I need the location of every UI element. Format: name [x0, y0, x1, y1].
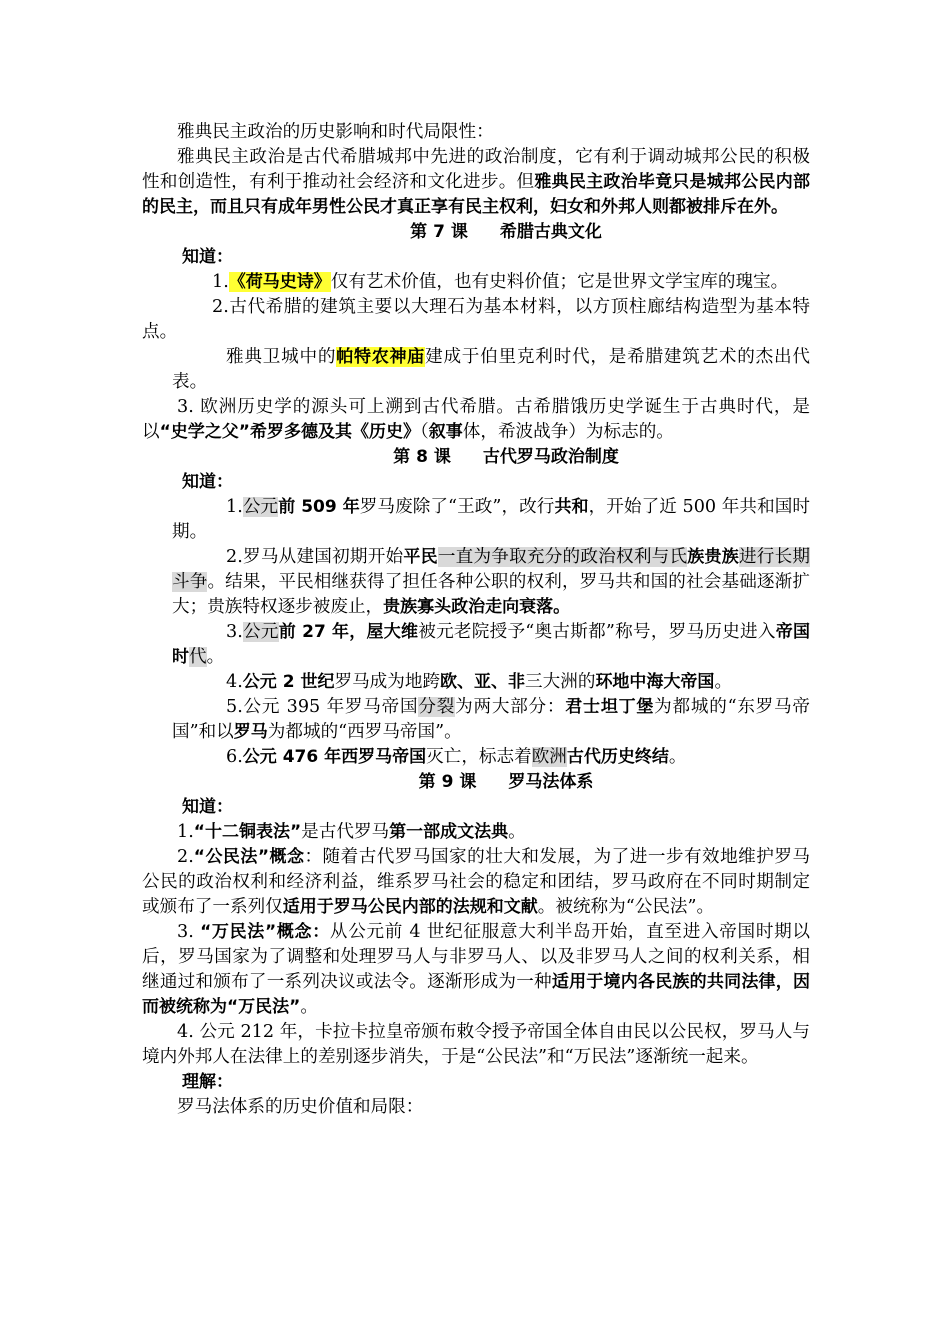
athens-paragraph — [142, 145, 810, 220]
shaded-run: 分裂 — [418, 697, 456, 717]
text-run: 3. — [177, 922, 201, 942]
lesson7-know-label: 知道： — [182, 247, 233, 267]
shaded-run: 进行长期斗争 — [172, 547, 810, 592]
bold-run: 共和 — [554, 497, 589, 517]
lesson9-item-2 — [142, 845, 810, 920]
text-run: 建成于伯里克利时代，是希腊建筑艺术的杰出代表。 — [172, 347, 810, 392]
athens-intro: 雅典民主政治的历史影响和时代局限性： — [177, 122, 494, 142]
text-run: 6. — [226, 747, 243, 767]
bold-run: 叙事 — [428, 422, 463, 442]
shaded-run: 一直为争取充分的政治权利与氏 — [437, 547, 688, 567]
text-run: 仅有艺术价值，也有史料价值；它是世界文学宝库的瑰宝。 — [330, 272, 789, 292]
text-run: 体，希波战争）为标志的。 — [462, 422, 674, 442]
bold-run: 前 27 年，屋大维 — [278, 622, 419, 642]
bold-run: 族贵族 — [687, 547, 739, 567]
bold-run: “万民法”概念： — [200, 922, 330, 942]
bold-run: 公元 476 年西罗马帝国 — [242, 747, 427, 767]
bold-run: 雅典民主政治毕竟只是城邦公民内部的民主，而且只有成年男性公民才真正享有民主权利，妇女和外邦人则都被排斥在外。 — [142, 172, 810, 217]
text-run: 为都城的“西罗马帝国”。 — [267, 722, 462, 742]
text-run: 5.公元 395 年罗马帝国 — [226, 697, 419, 717]
lesson7-item-2b — [142, 345, 810, 395]
bold-run: “十二铜表法” — [193, 822, 302, 842]
bold-run: 第一部成文法典 — [389, 822, 509, 842]
lesson8-item-1 — [142, 495, 810, 545]
lesson-title: 古代罗马政治制度 — [482, 447, 619, 467]
lesson9-item-4: 4. 公元 212 年，卡拉卡拉皇帝颁布敕令授予帝国全体自由民以公民权，罗马人与境内外邦人在法律上的差别逐步消失，于是“公民法”和“万民法”逐渐统一起来。 — [142, 1022, 810, 1067]
lesson-number: 第 7 课 — [410, 222, 468, 242]
lesson-title: 罗马法体系 — [508, 772, 594, 792]
text-run: ，开始了近 500 年共和国时期。 — [172, 497, 810, 542]
text-run: 三大洲的 — [525, 672, 596, 692]
bold-run: 君士坦丁堡 — [565, 697, 655, 717]
lesson9-last-line: 罗马法体系的历史价值和局限： — [177, 1097, 424, 1117]
text-run: 1. — [212, 272, 229, 292]
lesson9-know-label: 知道： — [182, 797, 233, 817]
text-run: （ — [419, 422, 429, 442]
shaded-run: 代 — [189, 647, 207, 667]
text-run: 1. — [177, 822, 194, 842]
lesson-number: 第 9 课 — [418, 772, 477, 792]
text-run: 3. 欧洲历史学的源头可上溯到古代希腊。古希腊饿历史学诞生于古典时代，是以 — [142, 397, 810, 442]
text-run: 。 — [508, 822, 526, 842]
text-run: 罗马废除了“王政”，改行 — [359, 497, 555, 517]
bold-run: 环地中海大帝国 — [595, 672, 715, 692]
lesson9-understand-label: 理解： — [182, 1072, 233, 1092]
lesson7-heading — [142, 220, 810, 245]
text-run: 。 — [714, 672, 733, 692]
shaded-run: 公元 — [242, 497, 279, 517]
bold-run: 公元 2 世纪 — [242, 672, 335, 692]
lesson7-item-1 — [142, 270, 810, 295]
text-run: 雅典卫城中的 — [226, 347, 337, 367]
text-run: 2.罗马从建国初期开始 — [226, 547, 404, 567]
bold-run: “公民法”概念 — [193, 847, 305, 867]
bold-run: 平民 — [403, 547, 438, 567]
text-run: 。 — [668, 747, 687, 767]
text-run: 是古代罗马 — [301, 822, 390, 842]
lesson8-heading — [142, 445, 810, 470]
text-run: 1. — [226, 497, 243, 517]
highlight-run: 帕特农神庙 — [336, 347, 426, 367]
text-run: 。 — [300, 997, 318, 1017]
text-run: ：随着古代罗马国家的壮大和发展，为了进一步有效地维护罗马公民的政治权利和经济利益，维系罗马社会的稳定和团结，罗马政府在不同时期制定或颁布了一系列仅 — [142, 847, 810, 917]
bold-run: 适用于境内各民族的共同法律，因而被统称为“万民法” — [142, 972, 810, 1017]
lesson8-item-5 — [142, 695, 810, 745]
lesson8-item-2 — [142, 545, 810, 620]
text-run: 。结果，平民相继获得了担任各种公职的权利，罗马共和国的社会基础逐渐扩大；贵族特权逐步被废止， — [172, 572, 810, 617]
text-run: 。 — [206, 647, 225, 667]
bold-run: 贵族寡头政治走向衰落。 — [383, 597, 571, 617]
text-run: 被元老院授予“奥古斯都”称号，罗马历史进入 — [418, 622, 776, 642]
shaded-run: 公元 — [242, 622, 279, 642]
lesson9-item-3 — [142, 920, 810, 1020]
lesson8-item-4 — [142, 670, 810, 695]
lesson-number: 第 8 课 — [393, 447, 451, 467]
bold-run: 古代历史终结 — [566, 747, 669, 767]
highlight-run: 《荷马史诗》 — [228, 272, 331, 292]
text-run: 雅典民主政治是古代希腊城邦中先进的政治制度，它有利于调动城邦公民的积极性和创造性，有利于推动社会经济和文化进步。但 — [142, 147, 810, 192]
text-run: 为两大部分： — [455, 697, 566, 717]
text-run: 罗马成为地跨 — [334, 672, 441, 692]
text-run: 4. — [226, 672, 243, 692]
text-run: 3. — [226, 622, 243, 642]
lesson8-item-6 — [142, 745, 810, 770]
lesson9-item-1 — [142, 820, 810, 845]
bold-run: “史学之父”希罗多德及其《历史》 — [159, 422, 420, 442]
text-run: 2. — [177, 847, 194, 867]
bold-run: 前 509 年 — [278, 497, 360, 517]
bold-run: 欧、亚、非 — [440, 672, 526, 692]
bold-run: 帝国时 — [172, 622, 810, 667]
lesson7-item-3 — [142, 395, 810, 445]
shaded-run: 欧洲 — [531, 747, 567, 767]
bold-run: 适用于罗马公民内部的法规和文献 — [282, 897, 538, 917]
text-run: 。被统称为“公民法”。 — [537, 897, 715, 917]
lesson7-item-2: 2.古代希腊的建筑主要以大理石为基本材料，以方顶柱廊结构造型为基本特点。 — [142, 297, 810, 342]
text-run: 从公元前 4 世纪征服意大利半岛开始，直至进入帝国时期以后，罗马国家为了调整和处理罗马人与非罗马人、以及非罗马人之间的权利关系，相继通过和颁布了一系列决议或法令。逐渐形成为一种 — [142, 922, 810, 992]
text-run: 灭亡，标志着 — [426, 747, 532, 767]
lesson8-know-label: 知道： — [182, 472, 233, 492]
text-run: 为都城的“东罗马帝国”和以 — [172, 697, 810, 742]
lesson9-heading — [142, 770, 810, 795]
bold-run: 罗马 — [233, 722, 268, 742]
lesson-title: 希腊古典文化 — [499, 222, 602, 242]
lesson8-item-3 — [142, 620, 810, 670]
